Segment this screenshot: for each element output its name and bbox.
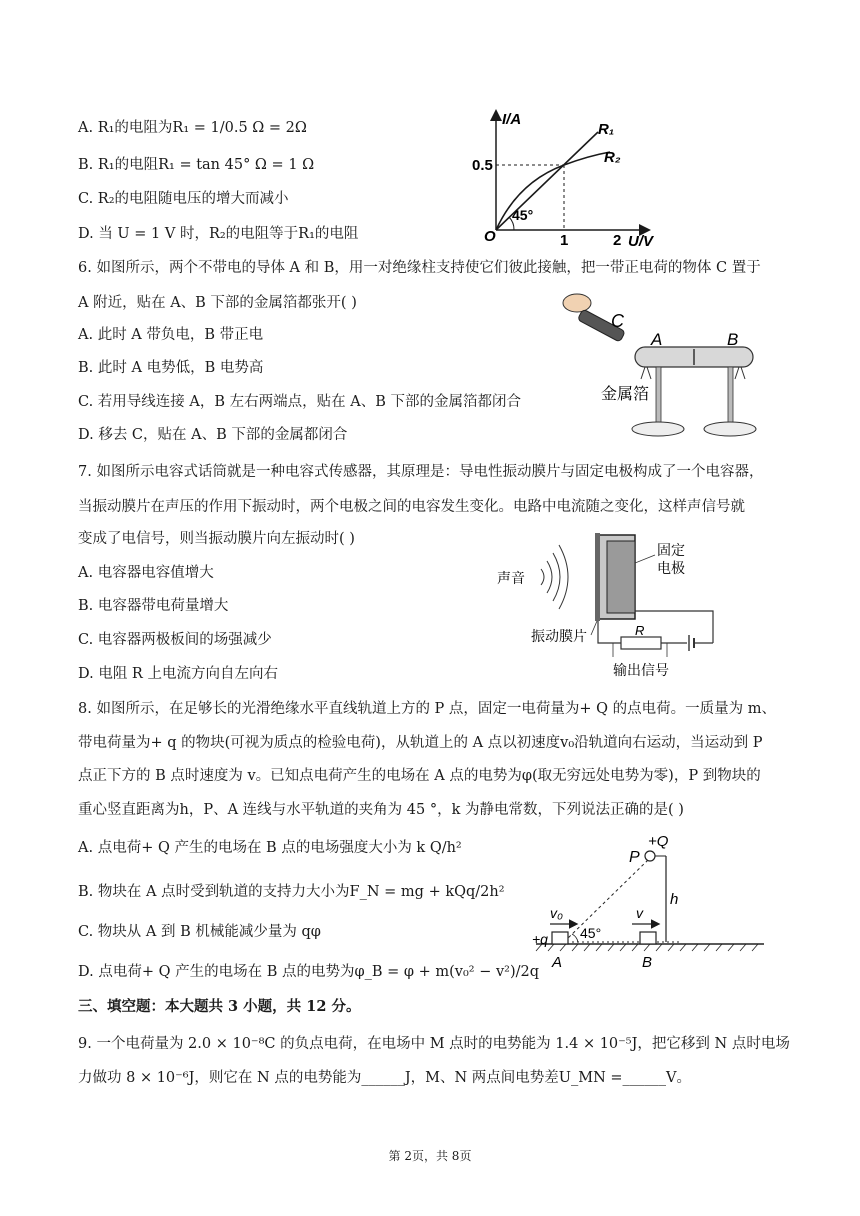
label-sound: 声音: [497, 570, 525, 586]
label-b: B: [642, 954, 653, 971]
label-b: B: [727, 330, 739, 349]
q5-x-tick-2: 2: [613, 232, 622, 249]
page-footer: 第 2页，共 8页: [388, 1149, 472, 1163]
q7-stem-3: 变成了电信号，则当振动膜片向左振动时( ): [78, 531, 355, 547]
point-charge-q: [645, 851, 655, 861]
block-at-a: [552, 932, 568, 944]
label-a: A: [552, 954, 563, 971]
label-fixed-1: 固定: [657, 542, 685, 558]
label-output: 输出信号: [613, 662, 669, 678]
label-c: C: [611, 311, 624, 331]
q8-track-figure: [532, 832, 767, 978]
q5-angle-label: 45°: [512, 207, 534, 223]
q5-r2-label: R₂: [604, 149, 621, 166]
label-angle: 45°: [580, 925, 602, 941]
q5-option-a: A. R₁的电阻为R₁ = 1/0.5 Ω = 2Ω: [78, 120, 307, 136]
q5-option-d: D. 当 U = 1 V 时，R₂的电阻等于R₁的电阻: [78, 226, 359, 242]
q5-x-axis-label: U/V: [628, 233, 654, 250]
q9-line-1: 9. 一个电荷量为 2.0 × 10⁻⁸C 的负点电荷，在电场中 M 点时的电势能为 1.4 × 10⁻⁵J，把它移到 N 点时电场: [78, 1036, 790, 1052]
label-h: h: [670, 891, 679, 908]
q9-line-2: 力做功 8 × 10⁻⁶J，则它在 N 点的电势能为______J，M、N 两点间电势差U_MN =______V。: [78, 1070, 692, 1086]
label-fixed-2: 电极: [657, 560, 685, 576]
q6-option-b: B. 此时 A 电势低，B 电势高: [78, 360, 264, 376]
label-foil: 金属箔: [601, 386, 650, 403]
q6-option-d: D. 移去 C，贴在 A、B 下部的金属都闭合: [78, 427, 348, 443]
q6-stem-2: A 附近，贴在 A、B 下部的金属箔都张开( ): [78, 295, 357, 311]
q5-option-b: B. R₁的电阻R₁ = tan 45° Ω = 1 Ω: [78, 157, 315, 173]
label-v0: v₀: [550, 905, 563, 921]
q6-stem-1: 6. 如图所示，两个不带电的导体 A 和 B，用一对绝缘柱支持使它们彼此接触，把一带正电荷的物体 C 置于: [78, 260, 761, 276]
q7-option-a: A. 电容器电容值增大: [78, 565, 214, 581]
label-p: P: [629, 849, 640, 866]
q8-option-a: A. 点电荷+ Q 产生的电场在 B 点的电场强度大小为 k Q/h²: [78, 840, 462, 856]
label-r: R: [635, 623, 645, 638]
q8-option-d: D. 点电荷+ Q 产生的电场在 B 点的电势为φ_B = φ + m(v₀² − v²)/2q: [78, 964, 540, 980]
label-membrane: 振动膜片: [531, 628, 587, 644]
q7-microphone-figure: [495, 525, 725, 680]
resistor-r: [621, 637, 661, 649]
membrane: [595, 533, 600, 621]
q7-stem-1: 7. 如图所示电容式话筒就是一种电容式传感器，其原理是：导电性振动膜片与固定电极构成了一个电容器，: [78, 464, 764, 480]
q6-conductor-figure: [555, 285, 765, 443]
q6-option-c: C. 若用导线连接 A，B 左右两端点，贴在 A、B 下部的金属箔都闭合: [78, 394, 521, 410]
q8-stem-2: 带电荷量为+ q 的物块(可视为质点的检验电荷)，从轨道上的 A 点以初速度v₀沿轨道向右运动，当运动到 P: [78, 735, 763, 751]
q5-y-axis-label: I/A: [502, 111, 522, 128]
q7-stem-2: 当振动膜片在声压的作用下振动时，两个电极之间的电容发生变化。电路中电流随之变化，这样声信号就: [78, 499, 745, 515]
pa-dashed-line: [564, 860, 648, 942]
q5-iu-graph: [470, 108, 670, 248]
q6-option-a: A. 此时 A 带负电，B 带正电: [78, 327, 264, 343]
q8-stem-4: 重心竖直距离为h，P、A 连线与水平轨道的夹角为 45 °，k 为静电常数，下列说法正确的是( ): [78, 802, 684, 818]
hand-icon: [563, 294, 591, 312]
q7-option-d: D. 电阻 R 上电流方向自左向右: [78, 666, 278, 682]
q5-x-tick-1: 1: [560, 232, 569, 249]
q5-origin: O: [484, 228, 496, 245]
label-a: A: [651, 330, 663, 349]
q5-r1-label: R₁: [598, 121, 615, 138]
q5-option-c: C. R₂的电阻随电压的增大而减小: [78, 191, 289, 207]
label-plus-q-big: +Q: [648, 833, 669, 850]
q8-option-c: C. 物块从 A 到 B 机械能减少量为 qφ: [78, 924, 321, 940]
q7-option-b: B. 电容器带电荷量增大: [78, 598, 229, 614]
block-at-b: [640, 932, 656, 944]
q5-y-tick: 0.5: [472, 157, 493, 174]
q8-stem-1: 8. 如图所示，在足够长的光滑绝缘水平直线轨道上方的 P 点，固定一电荷量为+ Q 的点电荷。一质量为 m、: [78, 701, 777, 717]
label-plus-q-small: +q: [532, 931, 548, 947]
q7-option-c: C. 电容器两极板间的场强减少: [78, 632, 272, 648]
label-v: v: [636, 905, 643, 921]
section-3-heading: 三、填空题：本大题共 3 小题，共 12 分。: [78, 998, 361, 1015]
q8-option-b: B. 物块在 A 点时受到轨道的支持力大小为F_N = mg + kQq/2h²: [78, 884, 505, 900]
q8-stem-3: 点正下方的 B 点时速度为 v。已知点电荷产生的电场在 A 点的电势为φ(取无穷远处电势为零)，P 到物块的: [78, 768, 761, 784]
